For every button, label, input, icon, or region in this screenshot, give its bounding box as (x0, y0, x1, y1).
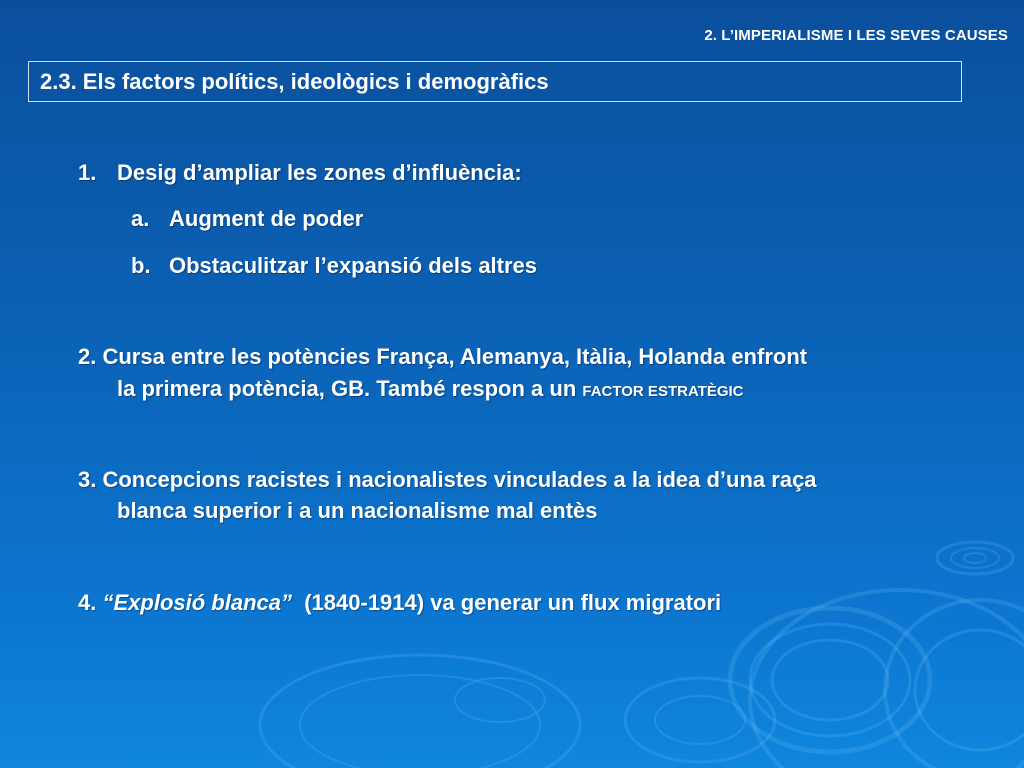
point-3-line-2: blanca superior i a un nacionalisme mal entès (117, 498, 598, 523)
point-1b-text: Obstaculitzar l’expansió dels altres (169, 253, 538, 278)
point-1a-letter: a. (131, 206, 150, 231)
point-1a-text: Augment de poder (169, 206, 364, 231)
point-4-quote: “Explosió blanca” (102, 590, 292, 615)
point-1-text: Desig d’ampliar les zones d’influència: (117, 160, 522, 185)
point-1-number: 1. (78, 160, 97, 185)
point-1b-letter: b. (131, 253, 151, 278)
section-header: 2. L’IMPERIALISME I LES SEVES CAUSES (704, 27, 1008, 44)
slide-title: 2.3. Els factors polítics, ideològics i demogràfics (40, 69, 549, 94)
point-4-number: 4. (78, 590, 97, 615)
point-2-line-2-text: la primera potència, GB. També respon a un (117, 376, 583, 401)
point-2-line-1: 2. Cursa entre les potències França, Alemanya, Itàlia, Holanda enfront (78, 344, 808, 369)
point-2-emphasis: FACTOR ESTRATÈGIC (582, 383, 744, 400)
title-box (28, 61, 962, 102)
point-3-line-1: 3. Concepcions racistes i nacionalistes vinculades a la idea d’una raça (78, 467, 817, 492)
point-4-rest: (1840-1914) va generar un flux migratori (304, 590, 722, 615)
point-2-line-2 (117, 376, 744, 402)
point-4-line (78, 590, 721, 616)
